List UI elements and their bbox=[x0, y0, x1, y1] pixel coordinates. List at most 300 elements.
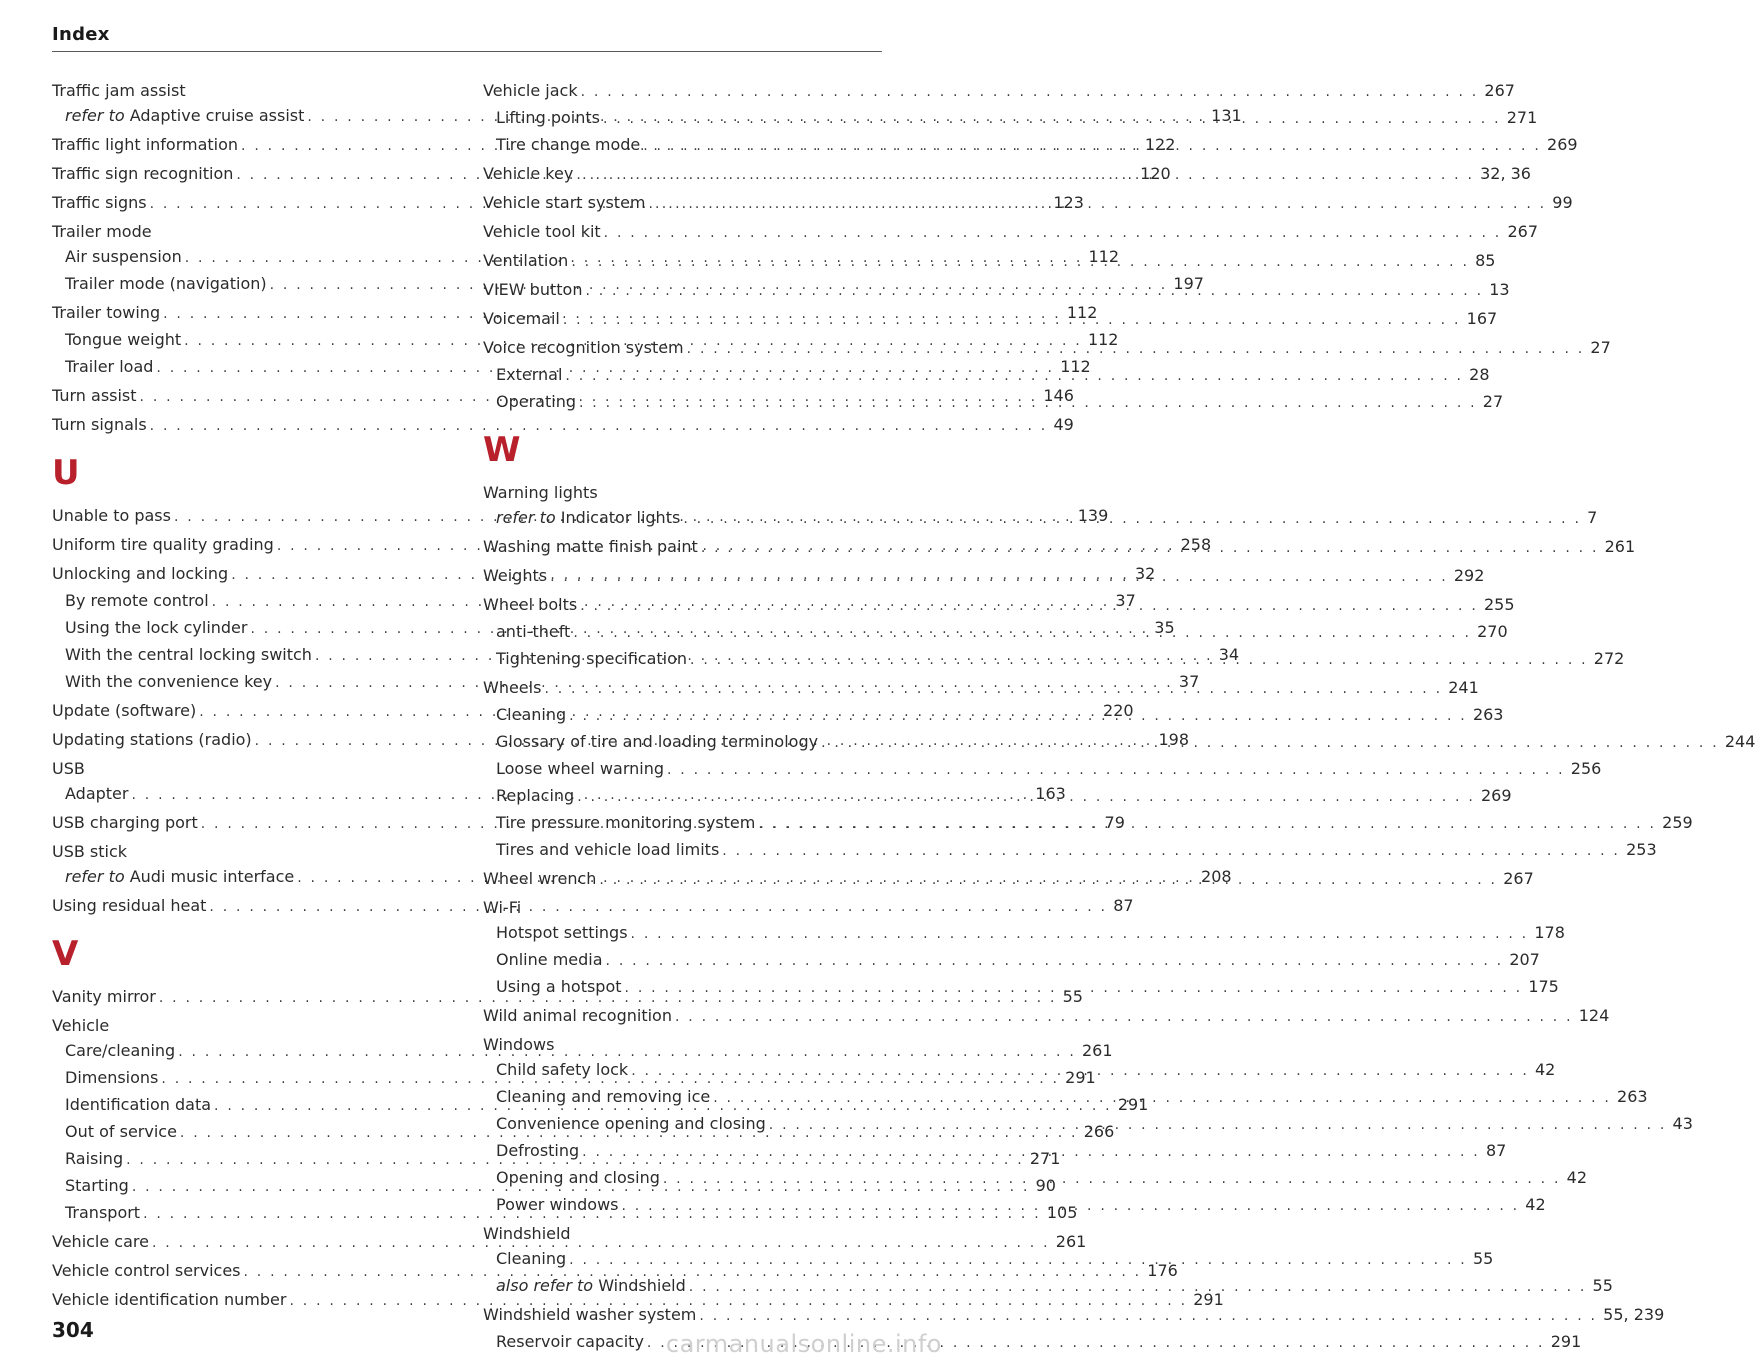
entry-page: 124 bbox=[1578, 1006, 1610, 1025]
entry-label bbox=[52, 561, 228, 586]
entry-text: By remote control bbox=[65, 591, 209, 610]
entry-text: Tightening specification bbox=[496, 649, 688, 668]
entry-text: Raising bbox=[65, 1149, 124, 1168]
entry-label bbox=[65, 103, 304, 128]
entry-text: Using residual heat bbox=[52, 896, 207, 915]
entry-page: 34 bbox=[1218, 645, 1240, 664]
entry-label bbox=[496, 756, 664, 781]
dot-leader bbox=[758, 812, 1656, 837]
entry-label bbox=[65, 864, 294, 889]
entry-page: 112 bbox=[1087, 330, 1119, 349]
entry-label bbox=[483, 1302, 696, 1327]
entry-text: Updating stations (radio) bbox=[52, 730, 252, 749]
dot-leader bbox=[699, 1304, 1597, 1329]
entry-label bbox=[496, 920, 628, 945]
dot-leader bbox=[603, 107, 1501, 132]
entry-text: With the central locking switch bbox=[65, 645, 312, 664]
entry-page: 55, 239 bbox=[1603, 1305, 1665, 1324]
entry-page: 269 bbox=[1480, 786, 1512, 805]
entry-page: 28 bbox=[1469, 365, 1490, 384]
dot-leader bbox=[687, 337, 1585, 362]
entry-page: 272 bbox=[1593, 649, 1625, 668]
entry-label bbox=[483, 866, 596, 891]
entry-label bbox=[496, 1057, 628, 1082]
dot-leader bbox=[579, 391, 1477, 416]
entry-label bbox=[483, 248, 568, 273]
entry-text: Cleaning bbox=[496, 705, 567, 724]
entry-text: Update (software) bbox=[52, 701, 197, 720]
entry-label bbox=[52, 503, 171, 528]
entry-text: Cleaning and removing ice bbox=[496, 1087, 711, 1106]
dot-leader bbox=[569, 704, 1467, 729]
entry-page: 261 bbox=[1604, 537, 1636, 556]
entry-text: Convenience opening and closing bbox=[496, 1114, 766, 1133]
dot-leader bbox=[683, 507, 1581, 532]
dot-leader bbox=[582, 1140, 1480, 1165]
entry-text: Tire change mode bbox=[496, 135, 641, 154]
entry-text: Vehicle bbox=[52, 1016, 110, 1035]
entry-label bbox=[483, 277, 582, 302]
entry-page: 207 bbox=[1509, 950, 1540, 969]
dot-leader bbox=[577, 785, 1475, 810]
entry-label bbox=[483, 219, 601, 244]
entry-text: anti-theft bbox=[496, 622, 571, 641]
dot-leader bbox=[606, 949, 1504, 974]
index-heading bbox=[52, 756, 452, 781]
entry-text: USB charging port bbox=[52, 813, 198, 832]
entry-text: Hotspot settings bbox=[496, 923, 628, 942]
entry-text: Lifting points bbox=[496, 108, 600, 127]
index-heading bbox=[52, 78, 452, 103]
entry-label bbox=[52, 219, 152, 244]
entry-text: Audi music interface bbox=[129, 867, 295, 886]
entry-label bbox=[496, 619, 570, 644]
entry-label bbox=[496, 362, 562, 387]
entry-label bbox=[65, 781, 128, 806]
dot-leader bbox=[565, 364, 1463, 389]
entry-page: 79 bbox=[1104, 813, 1125, 832]
entry-page: 43 bbox=[1672, 1114, 1693, 1133]
dot-leader bbox=[713, 1086, 1611, 1111]
entry-page: 163 bbox=[1035, 784, 1066, 803]
header-rule bbox=[52, 51, 882, 52]
entry-label bbox=[52, 727, 252, 752]
index-subentry bbox=[483, 837, 1657, 864]
entry-label bbox=[496, 783, 574, 808]
entry-page: 27 bbox=[1590, 338, 1611, 357]
entry-text: Traffic signs bbox=[52, 193, 147, 212]
entry-text: Vehicle care bbox=[52, 1232, 149, 1251]
entry-page: 197 bbox=[1173, 274, 1204, 293]
entry-text: Vehicle identification number bbox=[52, 1290, 287, 1309]
entry-page: 32 bbox=[1134, 564, 1156, 583]
entry-text: Replacing bbox=[496, 786, 575, 805]
entry-label bbox=[483, 1003, 672, 1028]
entry-page: 112 bbox=[1088, 247, 1120, 266]
entry-label bbox=[496, 1111, 766, 1136]
entry-text: Turn assist bbox=[52, 386, 137, 405]
entry-text: Adapter bbox=[65, 784, 129, 803]
dot-leader bbox=[604, 221, 1502, 246]
entry-text: USB bbox=[52, 759, 85, 778]
entry-text: Defrosting bbox=[496, 1141, 580, 1160]
index-entry bbox=[52, 1287, 1224, 1314]
entry-label bbox=[65, 1146, 123, 1171]
dot-leader bbox=[625, 976, 1523, 1001]
entry-page: 42 bbox=[1534, 1060, 1556, 1079]
entry-label bbox=[52, 839, 127, 864]
dot-leader bbox=[701, 536, 1599, 561]
entry-page: 122 bbox=[1144, 135, 1176, 154]
dot-leader bbox=[622, 1194, 1520, 1219]
entry-label bbox=[483, 480, 598, 505]
entry-page: 267 bbox=[1503, 869, 1534, 888]
entry-text: Air suspension bbox=[65, 247, 182, 266]
dot-leader bbox=[580, 594, 1478, 619]
entry-page: 32, 36 bbox=[1480, 164, 1531, 183]
section-letter: U bbox=[52, 453, 80, 493]
entry-label bbox=[52, 1287, 286, 1312]
entry-text: Child safety lock bbox=[496, 1060, 629, 1079]
page-title: Index bbox=[52, 24, 110, 45]
entry-page: 256 bbox=[1570, 759, 1602, 778]
dot-leader bbox=[585, 279, 1483, 304]
entry-label bbox=[65, 1173, 129, 1198]
index-heading bbox=[483, 1032, 882, 1057]
entry-text: Wheel bolts bbox=[483, 595, 578, 614]
section-letter: V bbox=[52, 934, 79, 974]
entry-label bbox=[65, 1065, 158, 1090]
dot-leader bbox=[689, 1275, 1587, 1300]
entry-text: Vanity mirror bbox=[52, 987, 156, 1006]
dot-leader bbox=[581, 80, 1479, 105]
entry-page: 258 bbox=[1180, 535, 1212, 554]
entry-text: Starting bbox=[65, 1176, 129, 1195]
entry-text: Loose wheel warning bbox=[496, 759, 664, 778]
entry-page: 220 bbox=[1103, 701, 1134, 720]
entry-page: 253 bbox=[1626, 840, 1657, 859]
entry-page: 7 bbox=[1587, 508, 1598, 527]
entry-page: 291 bbox=[1193, 1290, 1224, 1309]
entry-label bbox=[483, 78, 578, 103]
entry-reference-prefix: refer to bbox=[496, 508, 556, 527]
entry-page: 271 bbox=[1029, 1149, 1061, 1168]
entry-text: Traffic sign recognition bbox=[52, 164, 234, 183]
entry-label bbox=[65, 588, 209, 613]
entry-label bbox=[496, 1329, 644, 1354]
entry-label bbox=[52, 161, 233, 186]
entry-label bbox=[496, 702, 566, 727]
index-heading bbox=[52, 219, 452, 244]
entry-text: Voicemail bbox=[483, 309, 560, 328]
entry-text: Care/cleaning bbox=[65, 1041, 176, 1060]
entry-label bbox=[52, 412, 147, 437]
entry-page: 90 bbox=[1035, 1176, 1056, 1195]
entry-text: Unable to pass bbox=[52, 506, 171, 525]
index-entry bbox=[52, 412, 1074, 439]
index-entry bbox=[483, 78, 1515, 105]
dot-leader bbox=[573, 621, 1471, 646]
entry-page: 112 bbox=[1066, 303, 1098, 322]
entry-label bbox=[483, 563, 547, 588]
entry-page: 37 bbox=[1115, 591, 1136, 610]
entry-page: 261 bbox=[1082, 1041, 1113, 1060]
dot-leader bbox=[667, 758, 1565, 783]
dot-leader bbox=[821, 731, 1719, 756]
entry-text: Glossary of tire and loading terminology bbox=[496, 732, 819, 751]
entry-text: Opening and closing bbox=[496, 1168, 660, 1187]
dot-leader bbox=[571, 250, 1469, 275]
dot-leader bbox=[599, 868, 1497, 893]
entry-label bbox=[52, 810, 198, 835]
entry-page: 85 bbox=[1475, 251, 1496, 270]
entry-page: 37 bbox=[1178, 672, 1200, 691]
entry-page: 120 bbox=[1140, 164, 1171, 183]
dot-leader bbox=[631, 1059, 1529, 1084]
index-subentry bbox=[483, 920, 1565, 947]
entry-label bbox=[496, 505, 680, 530]
entry-text: Vehicle jack bbox=[483, 81, 578, 100]
entry-page: 198 bbox=[1158, 730, 1189, 749]
entry-text: Windows bbox=[483, 1035, 555, 1054]
entry-page: 87 bbox=[1113, 896, 1134, 915]
entry-reference-prefix: refer to bbox=[65, 106, 125, 125]
dot-leader bbox=[663, 1167, 1561, 1192]
entry-label bbox=[65, 244, 182, 269]
entry-page: 267 bbox=[1507, 222, 1538, 241]
entry-text: Wild animal recognition bbox=[483, 1006, 672, 1025]
entry-text: Voice recognition system bbox=[483, 338, 684, 357]
entry-page: 291 bbox=[1117, 1095, 1149, 1114]
entry-text: Transport bbox=[65, 1203, 141, 1222]
entry-text: Vehicle control services bbox=[52, 1261, 241, 1280]
entry-page: 263 bbox=[1472, 705, 1504, 724]
index-entry bbox=[483, 1003, 1610, 1030]
entry-page: 291 bbox=[1065, 1068, 1096, 1087]
entry-text: Wheels bbox=[483, 678, 542, 697]
index-entry bbox=[483, 1302, 1665, 1329]
entry-label bbox=[52, 756, 85, 781]
entry-page: 131 bbox=[1211, 106, 1242, 125]
entry-label bbox=[52, 893, 206, 918]
entry-text: Tongue weight bbox=[65, 330, 182, 349]
entry-label bbox=[483, 306, 560, 331]
entry-label bbox=[496, 1165, 660, 1190]
entry-text: Vehicle start system bbox=[483, 193, 646, 212]
entry-label bbox=[65, 271, 267, 296]
entry-label bbox=[52, 300, 160, 325]
dot-leader bbox=[649, 192, 1547, 217]
dot-leader bbox=[769, 1113, 1667, 1138]
entry-text: Washing matte finish paint bbox=[483, 537, 698, 556]
entry-text: Trailer mode bbox=[52, 222, 152, 241]
entry-page: 266 bbox=[1083, 1122, 1115, 1141]
index-heading bbox=[483, 895, 882, 920]
entry-page: 292 bbox=[1453, 566, 1485, 585]
entry-label bbox=[65, 642, 312, 667]
entry-label bbox=[52, 532, 274, 557]
entry-page: 87 bbox=[1485, 1141, 1507, 1160]
dot-leader bbox=[690, 648, 1588, 673]
entry-page: 267 bbox=[1484, 81, 1515, 100]
entry-reference-prefix: refer to bbox=[65, 867, 125, 886]
entry-page: 241 bbox=[1448, 678, 1479, 697]
entry-page: 139 bbox=[1077, 506, 1109, 525]
entry-text: Windshield bbox=[598, 1276, 686, 1295]
entry-text: Dimensions bbox=[65, 1068, 159, 1087]
entry-text: Tire pressure monitoring system bbox=[496, 813, 756, 832]
entry-label bbox=[483, 1221, 571, 1246]
entry-page: 55 bbox=[1472, 1249, 1494, 1268]
entry-page: 42 bbox=[1566, 1168, 1587, 1187]
entry-text: Turn signals bbox=[52, 415, 147, 434]
entry-label bbox=[496, 1273, 686, 1298]
page-number: 304 bbox=[52, 1318, 94, 1342]
entry-label bbox=[52, 1229, 149, 1254]
entry-text: Traffic jam assist bbox=[52, 81, 186, 100]
entry-page: 167 bbox=[1466, 309, 1498, 328]
entry-text: Adaptive cruise assist bbox=[129, 106, 305, 125]
entry-label bbox=[496, 947, 603, 972]
entry-label bbox=[52, 1013, 109, 1038]
entry-label bbox=[52, 78, 186, 103]
entry-text: Traffic light information bbox=[52, 135, 239, 154]
entry-label bbox=[52, 132, 238, 157]
entry-page: 176 bbox=[1147, 1261, 1178, 1280]
entry-page: 13 bbox=[1489, 280, 1510, 299]
index-subentry bbox=[483, 947, 1540, 974]
entry-label bbox=[52, 190, 147, 215]
entry-text: Trailer load bbox=[65, 357, 154, 376]
entry-label bbox=[496, 389, 576, 414]
entry-label bbox=[52, 1258, 241, 1283]
watermark: carmanualsonline.info bbox=[665, 1330, 942, 1358]
entry-text: Wheel wrench bbox=[483, 869, 597, 888]
entry-page: 105 bbox=[1046, 1203, 1078, 1222]
entry-page: 244 bbox=[1724, 732, 1755, 751]
entry-text: Operating bbox=[496, 392, 576, 411]
entry-text: Trailer mode (navigation) bbox=[65, 274, 267, 293]
entry-label bbox=[483, 1032, 554, 1057]
entry-label bbox=[65, 1119, 177, 1144]
entry-page: 261 bbox=[1055, 1232, 1087, 1251]
entry-text: Weights bbox=[483, 566, 548, 585]
entry-text: Indicator lights bbox=[560, 508, 681, 527]
index-heading bbox=[52, 1013, 452, 1038]
entry-text: Vehicle key bbox=[483, 164, 574, 183]
entry-page: 35 bbox=[1154, 618, 1175, 637]
entry-label bbox=[65, 327, 181, 352]
entry-label bbox=[52, 383, 137, 408]
entry-text: Reservoir capacity bbox=[496, 1332, 644, 1351]
entry-label bbox=[65, 615, 247, 640]
entry-label bbox=[483, 895, 521, 920]
entry-text: Warning lights bbox=[483, 483, 598, 502]
entry-page: 178 bbox=[1534, 923, 1565, 942]
entry-text: Windshield washer system bbox=[483, 1305, 697, 1324]
entry-text: Online media bbox=[496, 950, 603, 969]
entry-page: 55 bbox=[1592, 1276, 1613, 1295]
dot-leader bbox=[675, 1005, 1573, 1030]
entry-page: 208 bbox=[1201, 867, 1232, 886]
entry-reference-prefix: also refer to bbox=[496, 1276, 594, 1295]
dot-leader bbox=[550, 565, 1448, 590]
entry-page: 263 bbox=[1617, 1087, 1648, 1106]
entry-label bbox=[496, 1192, 619, 1217]
index-heading bbox=[483, 1221, 882, 1246]
entry-label bbox=[52, 984, 156, 1009]
entry-label bbox=[483, 190, 646, 215]
entry-text: Identification data bbox=[65, 1095, 212, 1114]
index-entry bbox=[483, 219, 1538, 246]
entry-label bbox=[483, 534, 698, 559]
section-letter: W bbox=[483, 430, 521, 470]
index-heading bbox=[483, 480, 882, 505]
entry-text: Out of service bbox=[65, 1122, 177, 1141]
entry-page: 99 bbox=[1552, 193, 1573, 212]
entry-page: 271 bbox=[1506, 108, 1538, 127]
dot-leader bbox=[544, 677, 1442, 702]
entry-label bbox=[496, 1138, 579, 1163]
entry-page: 146 bbox=[1043, 386, 1074, 405]
dot-leader bbox=[576, 163, 1474, 188]
entry-page: 255 bbox=[1483, 595, 1515, 614]
dot-leader bbox=[631, 922, 1529, 947]
entry-label bbox=[483, 675, 541, 700]
entry-text: Using a hotspot bbox=[496, 977, 622, 996]
entry-page: 27 bbox=[1482, 392, 1504, 411]
entry-label bbox=[496, 132, 640, 157]
entry-page: 55 bbox=[1062, 987, 1083, 1006]
dot-leader bbox=[722, 839, 1620, 864]
entry-label bbox=[496, 1084, 710, 1109]
index-subentry bbox=[483, 756, 1602, 783]
entry-text: Tires and vehicle load limits bbox=[496, 840, 720, 859]
entry-text: Ventilation bbox=[483, 251, 569, 270]
entry-label bbox=[496, 1246, 566, 1271]
entry-label bbox=[496, 810, 755, 835]
entry-label bbox=[483, 592, 577, 617]
entry-page: 49 bbox=[1053, 415, 1074, 434]
entry-page: 259 bbox=[1662, 813, 1693, 832]
dot-leader bbox=[563, 308, 1461, 333]
entry-page: 270 bbox=[1477, 622, 1508, 641]
entry-label bbox=[496, 105, 600, 130]
entry-label bbox=[483, 161, 573, 186]
entry-text: Using the lock cylinder bbox=[65, 618, 248, 637]
entry-text: Cleaning bbox=[496, 1249, 567, 1268]
entry-page: 123 bbox=[1053, 193, 1084, 212]
entry-text: Trailer towing bbox=[52, 303, 161, 322]
entry-label bbox=[65, 1200, 140, 1225]
entry-label bbox=[483, 335, 684, 360]
entry-text: External bbox=[496, 365, 563, 384]
entry-label bbox=[496, 974, 622, 999]
entry-label bbox=[65, 1092, 211, 1117]
entry-text: USB stick bbox=[52, 842, 128, 861]
entry-page: 42 bbox=[1525, 1195, 1546, 1214]
entry-text: With the convenience key bbox=[65, 672, 273, 691]
entry-text: Power windows bbox=[496, 1195, 619, 1214]
entry-page: 269 bbox=[1547, 135, 1578, 154]
dot-leader bbox=[569, 1248, 1467, 1273]
entry-text: Wi-Fi bbox=[483, 898, 522, 917]
entry-label bbox=[65, 669, 272, 694]
entry-label bbox=[52, 698, 196, 723]
entry-page: 112 bbox=[1060, 357, 1091, 376]
entry-page: 291 bbox=[1550, 1332, 1582, 1351]
entry-label bbox=[496, 837, 719, 862]
